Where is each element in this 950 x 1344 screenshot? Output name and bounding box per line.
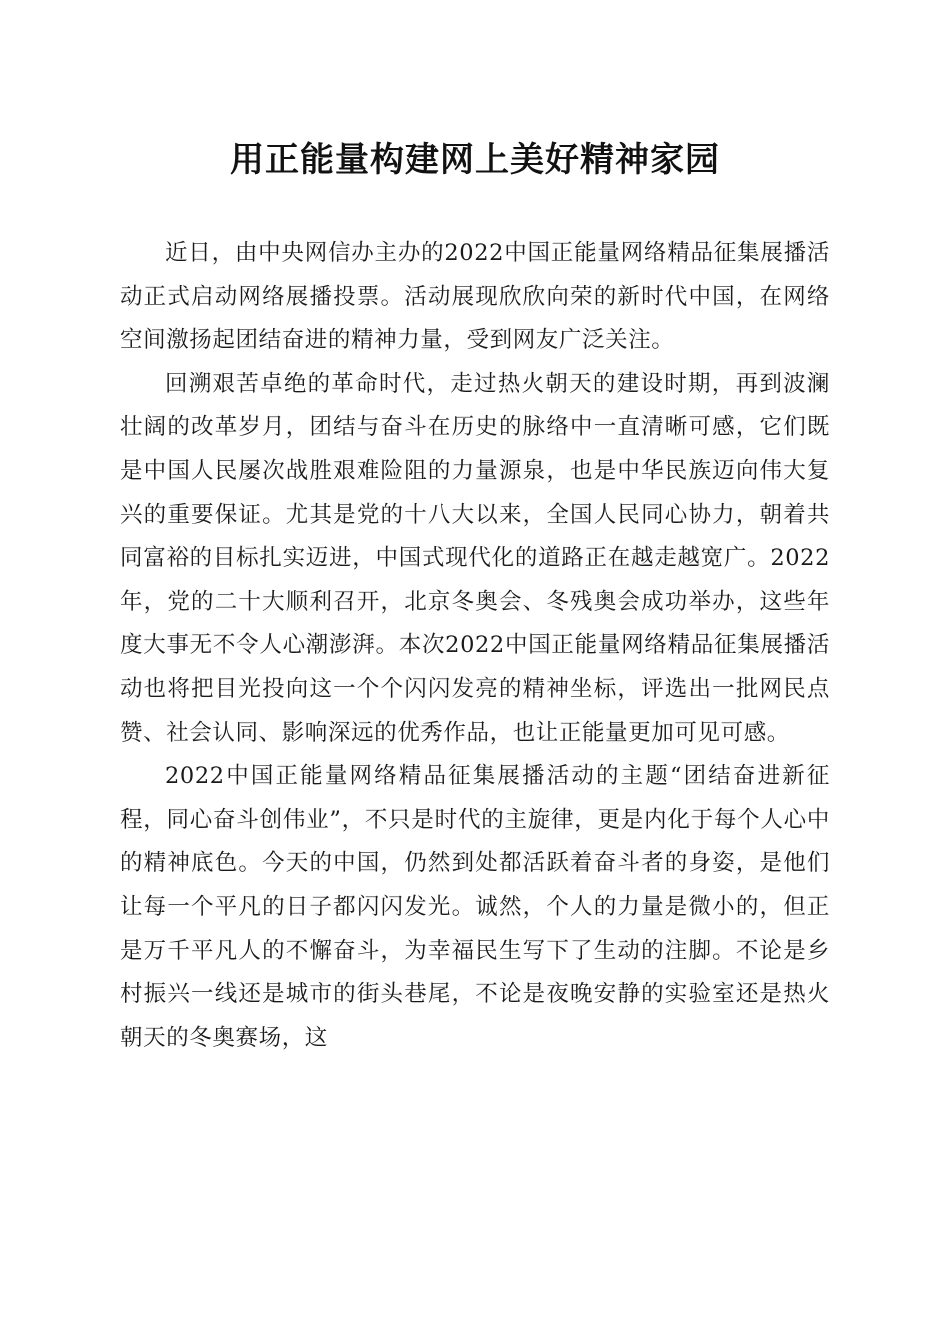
paragraph-1: 近日，由中央网信办主办的2022中国正能量网络精品征集展播活动正式启动网络展播投票。活动展现欣欣向荣的新时代中国，在网络空间激扬起团结奋进的精神力量，受到网友广泛关注。 xyxy=(120,240,830,354)
paragraph-2: 回溯艰苦卓绝的革命时代，走过热火朝天的建设时期，再到波澜壮阔的改革岁月，团结与奋斗在历史的脉络中一直清晰可感，它们既是中国人民屡次战胜艰难险阻的力量源泉，也是中华民族迈向伟大复兴的重要保证。尤其是党的十八大以来，全国人民同心协力，朝着共同富裕的目标扎实迈进，中国式现代化的道路正在越走越宽广。2022年，党的二十大顺利召开，北京冬奥会、冬残奥会成功举办，这些年度大事无不令人心潮澎湃。本次2022中国正能量网络精品征集展播活动也将把目光投向这一个个闪闪发亮的精神坐标，评选出一批网民点赞、社会认同、影响深远的优秀作品，也让正能量更加可见可感。 xyxy=(120,370,830,746)
paragraph-3: 2022中国正能量网络精品征集展播活动的主题“团结奋进新征程，同心奋斗创伟业”，不只是时代的主旋律，更是内化于每个人心中的精神底色。今天的中国，仍然到处都活跃着奋斗者的身姿，是他们让每一个平凡的日子都闪闪发光。诚然，个人的力量是微小的，但正是万千平凡人的不懈奋斗，为幸福民生写下了生动的注脚。不论是乡村振兴一线还是城市的街头巷尾，不论是夜晚安静的实验室还是热火朝天的冬奥赛场，这 xyxy=(120,763,830,1051)
document-title: 用正能量构建网上美好精神家园 xyxy=(230,140,720,180)
document-body xyxy=(120,232,830,1060)
